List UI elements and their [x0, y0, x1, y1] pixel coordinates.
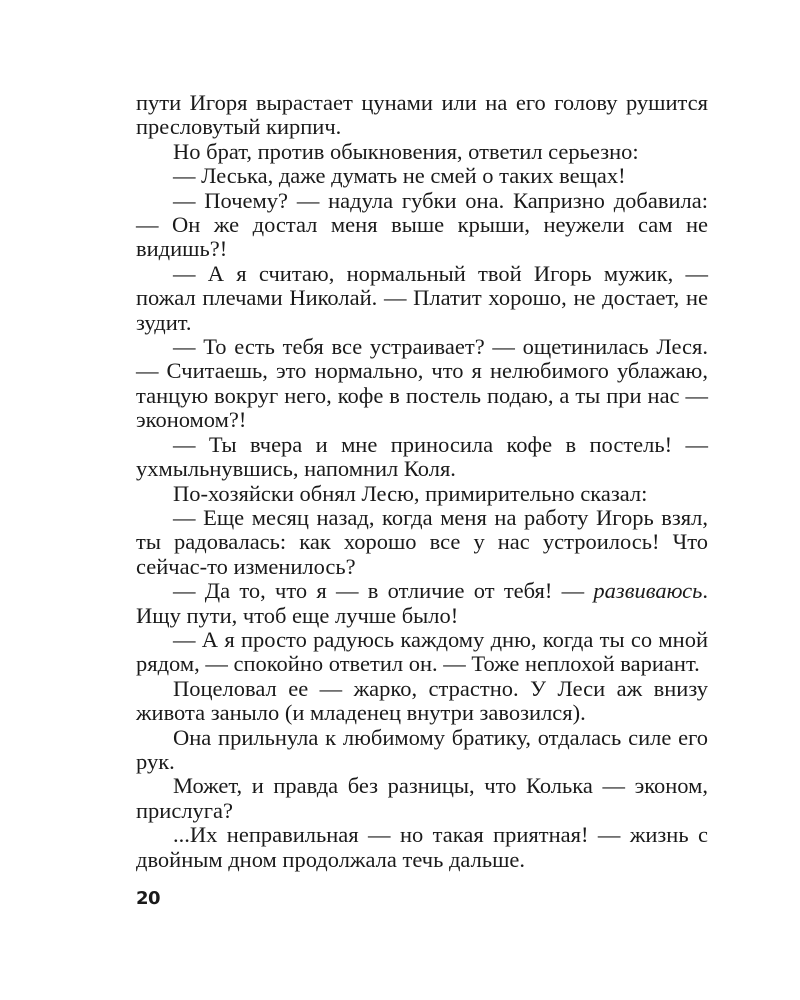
paragraph: — А я считаю, нормальный твой Игорь мужик, — пожал плечами Николай. — Платит хорошо, не достает, не зудит.	[136, 260, 708, 335]
paragraph: Может, и правда без разницы, что Колька — эконом, прислуга?	[136, 773, 708, 823]
paragraph: — То есть тебя все устраивает? — ощетинилась Леся. — Считаешь, это нормально, что я нелюбимого ублажаю, танцую вокруг него, кофе в постель подаю, а ты при нас — экономом?!	[136, 334, 708, 433]
paragraph: — А я просто радуюсь каждому дню, когда ты со мной рядом, — спокойно ответил он. — Тоже неплохой вариант.	[136, 626, 708, 677]
paragraph: — Ты вчера и мне приносила кофе в постель! — ухмыльнувшись, напомнил Коля.	[136, 431, 708, 482]
paragraph	[136, 579, 708, 628]
paragraph: Но брат, против обыкновения, ответил серьезно:	[173, 138, 639, 164]
paragraph: пути Игоря вырастает цунами или на его голову рушится пресловутый кирпич.	[136, 90, 708, 140]
paragraph-text: . Ищу пути, чтоб еще лучше было!	[136, 578, 708, 628]
paragraph: — Почему? — надула губки она. Капризно добавила: — Он же достал меня выше крыши, неужели сам не видишь?!	[136, 187, 708, 262]
paragraph: — Еще месяц назад, когда меня на работу Игорь взял, ты радовалась: как хорошо все у нас устроилось! Что сейчас-то изменилось?	[136, 504, 708, 579]
paragraph: ...Их неправильная — но такая приятная! — жизнь с двойным дном продолжала течь дальше.	[136, 822, 708, 872]
paragraph: Поцеловал ее — жарко, страстно. У Леси аж внизу живота заныло (и младенец внутри завозился).	[136, 675, 708, 726]
italic-emphasis: развиваюсь	[593, 578, 703, 604]
page-number: 20	[136, 888, 161, 909]
paragraph: — Леська, даже думать не смей о таких вещах!	[173, 163, 626, 189]
paragraph: По-хозяйски обнял Лесю, примирительно сказал:	[173, 480, 648, 506]
paragraph-text: — Да то, что я — в отличие от тебя! —	[173, 578, 594, 604]
body-text	[136, 91, 708, 872]
paragraph: Она прильнула к любимому братику, отдалась силе его рук.	[136, 724, 708, 774]
